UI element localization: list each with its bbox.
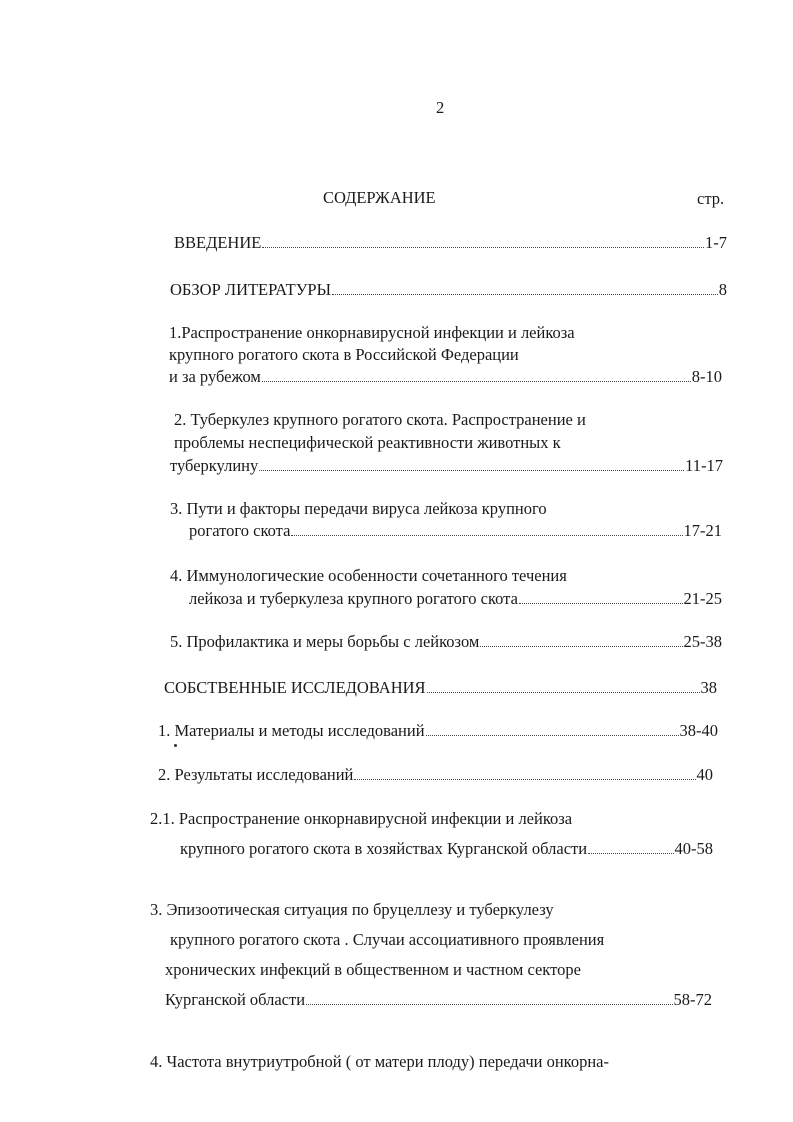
toc-entry-text: рогатого скота xyxy=(189,521,291,540)
toc-entry-text: СОБСТВЕННЫЕ ИССЛЕДОВАНИЯ xyxy=(164,678,426,697)
toc-entry-text: туберкулину xyxy=(170,456,259,475)
toc-entry-4b-line1: 4. Частота внутриутробной ( от матери плоду) передачи онкорна- xyxy=(150,1052,609,1071)
toc-entry-review xyxy=(170,280,727,300)
toc-entry-2-1-last xyxy=(180,839,713,859)
dot-leader xyxy=(427,691,700,693)
dot-leader xyxy=(426,734,679,736)
toc-entry-text: 1. Материалы и методы исследований xyxy=(158,721,425,740)
dot-leader xyxy=(354,778,695,780)
toc-entry-page: 17-21 xyxy=(683,521,722,540)
toc-entry-page: 38-40 xyxy=(679,721,718,740)
toc-entry-2-line2: проблемы неспецифической реактивности животных к xyxy=(174,433,561,452)
toc-title: СОДЕРЖАНИЕ xyxy=(323,188,436,207)
toc-entry-5 xyxy=(170,632,722,652)
toc-entry-3b-line3: хронических инфекций в общественном и частном секторе xyxy=(165,960,581,979)
toc-entry-2-last xyxy=(170,456,723,476)
toc-entry-page: 8 xyxy=(718,280,727,299)
dot-leader xyxy=(588,852,673,854)
toc-entry-results xyxy=(158,765,713,785)
toc-entry-page: 58-72 xyxy=(673,990,712,1009)
toc-entry-4-last xyxy=(189,589,722,609)
toc-entry-page: 40 xyxy=(696,765,713,784)
toc-entry-3b-line2: крупного рогатого скота . Случаи ассоциативного проявления xyxy=(170,930,605,949)
toc-entry-text: ОБЗОР ЛИТЕРАТУРЫ xyxy=(170,280,331,299)
dot-leader xyxy=(262,380,691,382)
toc-entry-1-line2: крупного рогатого скота в Российской Федерации xyxy=(169,345,519,364)
page-number: 2 xyxy=(436,98,445,117)
toc-entry-text: 2. Результаты исследований xyxy=(158,765,354,784)
toc-entry-materials xyxy=(158,721,718,741)
dot-leader xyxy=(306,1003,672,1005)
toc-entry-1-last xyxy=(169,367,722,387)
toc-entry-3b-last xyxy=(165,990,712,1010)
toc-entry-2-line1: 2. Туберкулез крупного рогатого скота. Распространение и xyxy=(174,410,586,429)
page-column-label: стр. xyxy=(697,189,725,208)
toc-entry-text: лейкоза и туберкулеза крупного рогатого скота xyxy=(189,589,518,608)
toc-entry-page: 21-25 xyxy=(683,589,722,608)
toc-entry-own-research xyxy=(164,678,717,698)
toc-entry-3-line1: 3. Пути и факторы передачи вируса лейкоза крупного xyxy=(170,499,547,518)
toc-entry-text: 5. Профилактика и меры борьбы с лейкозом xyxy=(170,632,480,651)
toc-entry-2-1-line1: 2.1. Распространение онкорнавирусной инфекции и лейкоза xyxy=(150,809,573,828)
dot-leader xyxy=(519,602,683,604)
toc-entry-page: 11-17 xyxy=(685,456,723,475)
toc-entry-page: 25-38 xyxy=(683,632,722,651)
toc-entry-3-last xyxy=(189,521,722,541)
toc-entry-page: 8-10 xyxy=(691,367,722,386)
toc-entry-1-line1: 1.Распространение онкорнавирусной инфекции и лейкоза xyxy=(169,323,575,342)
dot-leader xyxy=(480,645,682,647)
toc-entry-text: Курганской области xyxy=(165,990,306,1009)
toc-entry-4-line1: 4. Иммунологические особенности сочетанного течения xyxy=(170,566,567,585)
toc-entry-page: 38 xyxy=(700,678,717,697)
toc-entry-page: 40-58 xyxy=(674,839,713,858)
stray-mark xyxy=(174,744,177,747)
toc-entry-3b-line1: 3. Эпизоотическая ситуация по бруцеллезу и туберкулезу xyxy=(150,900,554,919)
dot-leader xyxy=(259,469,684,471)
toc-entry-text: ВВЕДЕНИЕ xyxy=(174,233,262,252)
toc-entry-intro xyxy=(174,233,727,253)
toc-entry-page: 1-7 xyxy=(705,233,727,252)
toc-entry-text: крупного рогатого скота в хозяйствах Курганской области xyxy=(180,839,588,858)
dot-leader xyxy=(291,534,682,536)
dot-leader xyxy=(262,246,704,248)
dot-leader xyxy=(332,293,718,295)
toc-entry-text: и за рубежом xyxy=(169,367,261,386)
